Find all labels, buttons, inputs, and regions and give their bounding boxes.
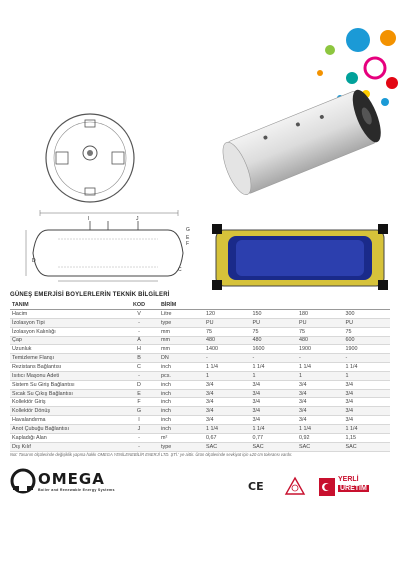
cell-code: - <box>117 371 159 380</box>
cell-code: G <box>117 407 159 416</box>
table-row <box>10 327 390 336</box>
cell-unit: mm <box>159 345 204 354</box>
cell-value: 480 <box>251 336 298 345</box>
cell-value: SAC <box>297 442 344 451</box>
cell-value: 3/4 <box>344 389 391 398</box>
brand-tagline: Boiler and Renewable Energy Systems <box>38 488 115 492</box>
cell-value: 1 1/4 <box>204 363 251 372</box>
cell-unit: inch <box>159 380 204 389</box>
side-view-drawing <box>18 205 193 285</box>
cell-name: İzolasyon Tipi <box>10 318 117 327</box>
cell-name: Anot Çubuğu Bağlantısı <box>10 424 117 433</box>
label-j: J <box>136 216 139 222</box>
cell-value: 1 1/4 <box>297 424 344 433</box>
cell-name: Temizleme Flanşı <box>10 354 117 363</box>
cell-code: H <box>117 345 159 354</box>
table-row <box>10 345 390 354</box>
cell-name: Kapladığı Alan <box>10 433 117 442</box>
cell-value: 1600 <box>251 345 298 354</box>
cell-value: 3/4 <box>297 416 344 425</box>
uretim-label: ÜRETİM <box>340 485 367 492</box>
col-model-3 <box>297 301 344 310</box>
cell-value: 3/4 <box>344 416 391 425</box>
label-g: G <box>186 227 190 233</box>
cell-value: 3/4 <box>344 398 391 407</box>
footnote: Not: Tasarım ölçülerinde değişiklik yapma hakkı OMEGA YENİLENEBİLİR ENERJİ LTD. ŞTİ.' ye aittir. Ürün ölçülerinde sevkiyat için ±20 cm toleransı vardır. <box>10 452 293 457</box>
cell-value: 75 <box>204 327 251 336</box>
cell-value: 1 1/4 <box>344 424 391 433</box>
col-kod: KOD <box>117 301 159 310</box>
cell-value: 1 <box>204 371 251 380</box>
table-row <box>10 442 390 451</box>
cell-value: 1 1/4 <box>297 363 344 372</box>
cell-value: 480 <box>297 336 344 345</box>
tank-3d-render <box>210 85 390 200</box>
cell-value: 1 1/4 <box>251 424 298 433</box>
spec-table <box>10 301 390 452</box>
cell-code: - <box>117 433 159 442</box>
cell-name: Kollektör Giriş <box>10 398 117 407</box>
table-row <box>10 318 390 327</box>
cell-value: SAC <box>251 442 298 451</box>
label-c: C <box>178 267 182 273</box>
table-row <box>10 389 390 398</box>
cell-code: - <box>117 442 159 451</box>
cell-unit: m² <box>159 433 204 442</box>
table-row <box>10 433 390 442</box>
tse-cert-icon <box>284 476 306 498</box>
cell-value: SAC <box>344 442 391 451</box>
cell-unit: inch <box>159 424 204 433</box>
cell-name: Hacim <box>10 310 117 319</box>
label-d: D <box>32 258 36 264</box>
flag-icon <box>318 476 336 498</box>
cell-value: - <box>204 354 251 363</box>
cell-code: D <box>117 380 159 389</box>
cell-value: 3/4 <box>297 380 344 389</box>
table-row <box>10 398 390 407</box>
cell-value: 3/4 <box>204 407 251 416</box>
cell-value: 1 <box>251 371 298 380</box>
cell-value: 1 1/4 <box>251 363 298 372</box>
label-f: F <box>186 241 190 247</box>
col-birim: BİRİM <box>159 301 204 310</box>
cell-code: V <box>117 310 159 319</box>
cell-value: 300 <box>344 310 391 319</box>
cell-unit: inch <box>159 407 204 416</box>
cell-value: 3/4 <box>251 398 298 407</box>
cell-value: PU <box>204 318 251 327</box>
cell-code: I <box>117 416 159 425</box>
cell-value: 75 <box>251 327 298 336</box>
cell-name: İzolasyon Kalınlığı <box>10 327 117 336</box>
table-row <box>10 380 390 389</box>
cell-unit: type <box>159 442 204 451</box>
cell-name: Rezistans Bağlantısı <box>10 363 117 372</box>
cell-value: 0,67 <box>204 433 251 442</box>
col-model-2 <box>251 301 298 310</box>
cell-code: J <box>117 424 159 433</box>
cell-value: 1900 <box>297 345 344 354</box>
table-row <box>10 424 390 433</box>
cell-value: - <box>251 354 298 363</box>
cell-code: E <box>117 389 159 398</box>
cell-unit: Litre <box>159 310 204 319</box>
table-row <box>10 371 390 380</box>
cell-unit: mm <box>159 336 204 345</box>
cell-unit: inch <box>159 363 204 372</box>
cell-value: 3/4 <box>204 398 251 407</box>
omega-logo-icon <box>10 468 36 494</box>
spec-title: GÜNEŞ EMERJİSİ BOYLERLERİN TEKNİK BİLGİLERİ <box>10 292 170 298</box>
brand-name: OMEGA <box>38 470 105 488</box>
cell-name: Havalandırma <box>10 416 117 425</box>
cell-value: 1400 <box>204 345 251 354</box>
cell-code: - <box>117 327 159 336</box>
cell-value: PU <box>297 318 344 327</box>
ce-mark: CE <box>248 480 264 493</box>
cell-unit: type <box>159 318 204 327</box>
cell-name: Çap <box>10 336 117 345</box>
cell-value: 3/4 <box>251 389 298 398</box>
cell-value: - <box>297 354 344 363</box>
col-model-4 <box>344 301 391 310</box>
cell-value: PU <box>344 318 391 327</box>
cell-value: 1 <box>344 371 391 380</box>
front-view-drawing <box>40 108 140 208</box>
cell-value: 180 <box>297 310 344 319</box>
cell-code: F <box>117 398 159 407</box>
cell-value: 1 1/4 <box>204 424 251 433</box>
cell-value: 150 <box>251 310 298 319</box>
yerli-label: YERLİ <box>338 476 359 483</box>
cell-value: 3/4 <box>344 380 391 389</box>
cell-value: 3/4 <box>204 380 251 389</box>
cell-code: - <box>117 318 159 327</box>
cell-name: Dış Kılıf <box>10 442 117 451</box>
cell-value: 3/4 <box>251 407 298 416</box>
cell-value: 3/4 <box>251 380 298 389</box>
cell-unit: mm <box>159 327 204 336</box>
col-model-1 <box>204 301 251 310</box>
cell-value: 3/4 <box>297 389 344 398</box>
section-view-drawing <box>210 222 390 292</box>
table-row <box>10 416 390 425</box>
cell-value: 0,92 <box>297 433 344 442</box>
cell-value: 0,77 <box>251 433 298 442</box>
cell-code: A <box>117 336 159 345</box>
cell-value: 3/4 <box>297 407 344 416</box>
cell-unit: inch <box>159 398 204 407</box>
cell-name: Sıcak Su Çıkış Bağlantısı <box>10 389 117 398</box>
table-row <box>10 363 390 372</box>
label-e: E <box>186 235 190 241</box>
cell-code: C <box>117 363 159 372</box>
cell-code: B <box>117 354 159 363</box>
cell-value: 1900 <box>344 345 391 354</box>
col-tanim: TANIM <box>10 301 117 310</box>
table-row <box>10 336 390 345</box>
cell-name: Kollektör Dönüş <box>10 407 117 416</box>
cell-value: 3/4 <box>204 389 251 398</box>
cell-unit: inch <box>159 416 204 425</box>
cell-value: 480 <box>204 336 251 345</box>
cell-unit: pcs. <box>159 371 204 380</box>
cell-value: PU <box>251 318 298 327</box>
cell-value: 3/4 <box>297 398 344 407</box>
table-row <box>10 310 390 319</box>
cell-name: Sistem Su Giriş Bağlantısı <box>10 380 117 389</box>
cell-value: 75 <box>344 327 391 336</box>
cell-unit: inch <box>159 389 204 398</box>
cell-value: 1 <box>297 371 344 380</box>
cell-value: 120 <box>204 310 251 319</box>
cell-value: 1,15 <box>344 433 391 442</box>
cell-value: SAC <box>204 442 251 451</box>
cell-value: 3/4 <box>204 416 251 425</box>
cell-name: Isıtıcı Maşonu Adeti <box>10 371 117 380</box>
cell-value: 3/4 <box>344 407 391 416</box>
cell-value: 1 1/4 <box>344 363 391 372</box>
cell-value: 600 <box>344 336 391 345</box>
table-row <box>10 354 390 363</box>
cell-value: - <box>344 354 391 363</box>
cell-value: 75 <box>297 327 344 336</box>
cell-name: Uzunluk <box>10 345 117 354</box>
cell-value: 3/4 <box>251 416 298 425</box>
label-i: I <box>88 216 90 222</box>
table-row <box>10 407 390 416</box>
cell-unit: DN <box>159 354 204 363</box>
